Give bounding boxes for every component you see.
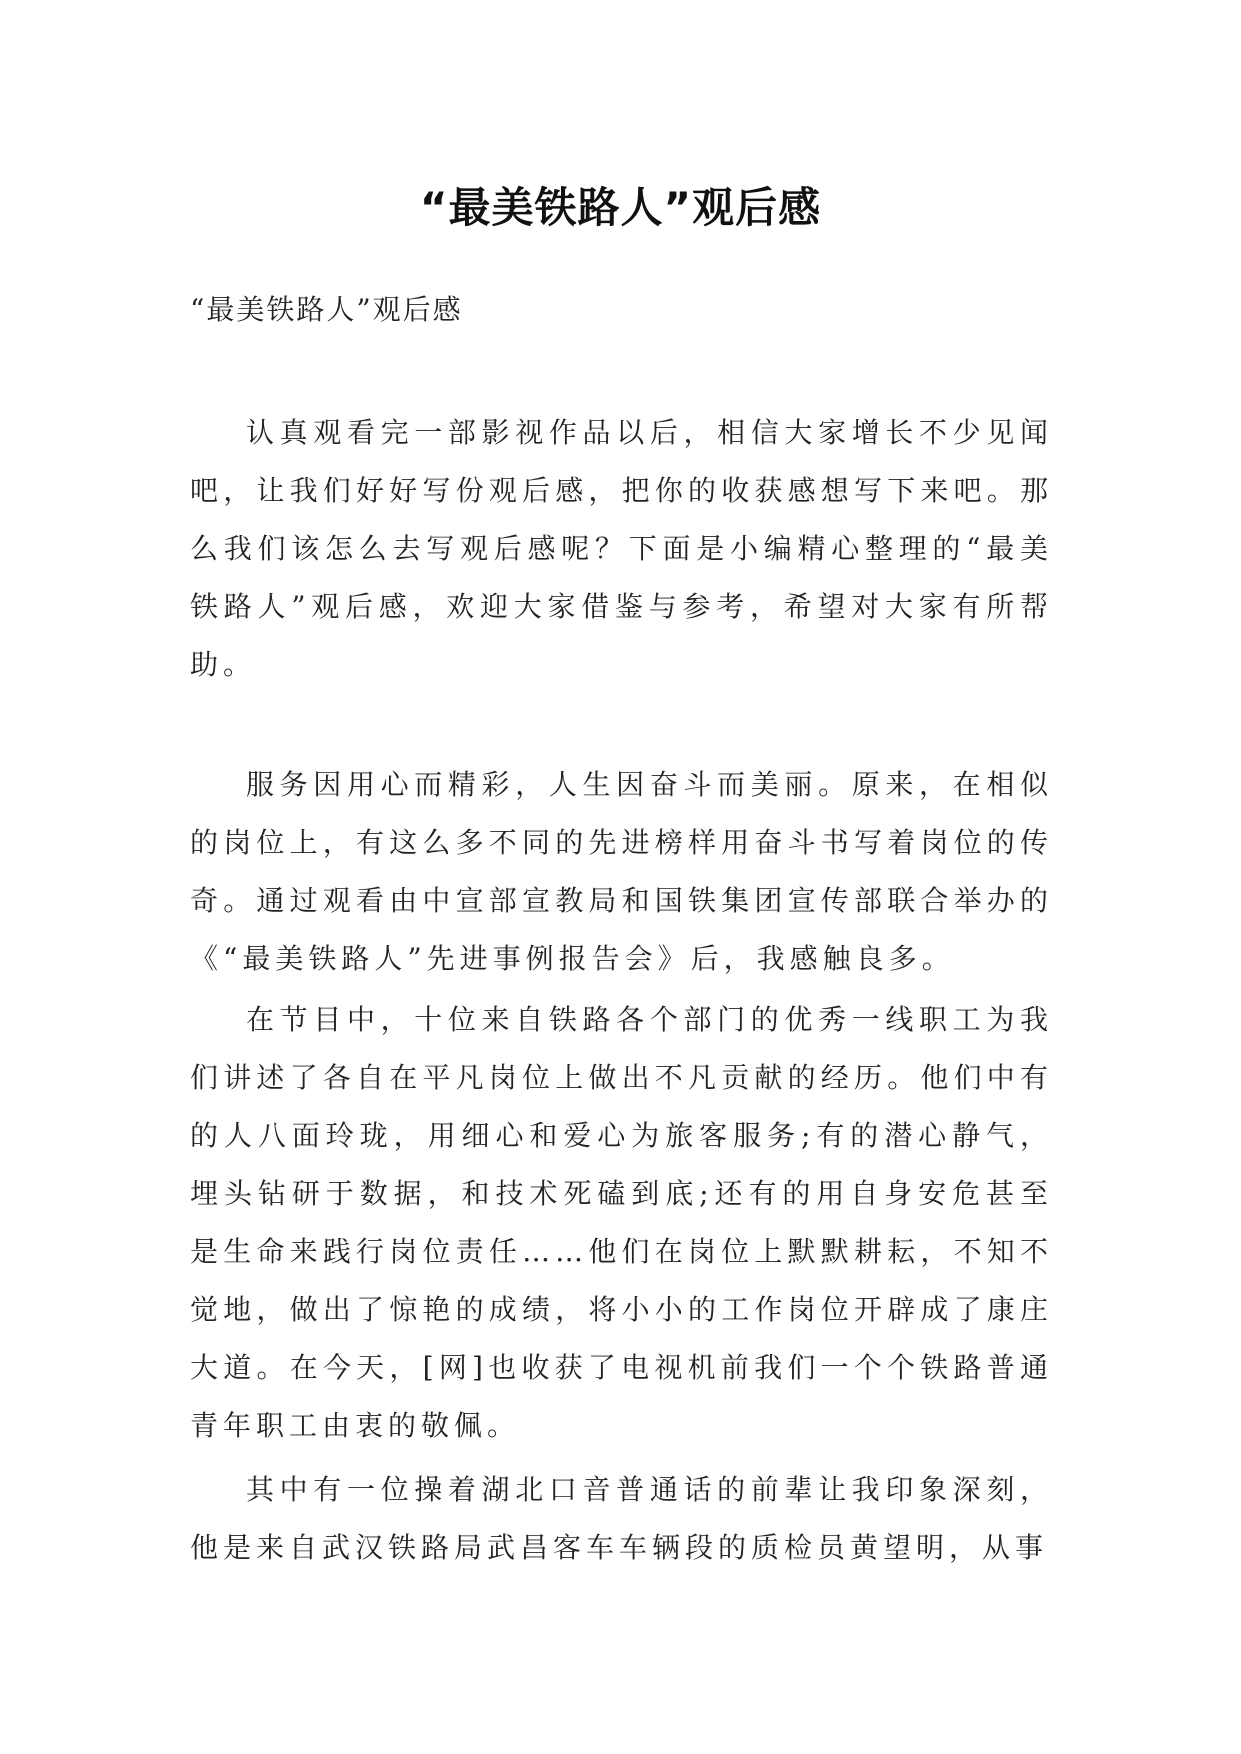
- paragraph-text: 其中有一位操着湖北口音普通话的前辈让我印象深刻，他是来自武汉铁路局武昌客车车辆段的质检员黄望明，从事: [190, 1473, 1053, 1564]
- document-subtitle: “最美铁路人”观后感: [190, 293, 463, 326]
- paragraph-service: [190, 756, 1053, 988]
- paragraph-text: 在节目中，十位来自铁路各个部门的优秀一线职工为我们讲述了各自在平凡岗位上做出不凡贡献的经历。他们中有的人八面玲珑，用细心和爱心为旅客服务;有的潜心静气，埋头钻研于数据，和技术死磕到底;还有的用自身安危甚至是生命来践行岗位责任……他们在岗位上默默耕耘，不知不觉地，做出了惊艳的成绩，将小小的工作岗位开辟成了康庄大道。在今天，[网]也收获了电视机前我们一个个铁路普通青年职工由衷的敬佩。: [190, 1003, 1053, 1442]
- paragraph-huang: [190, 1461, 1053, 1577]
- paragraph-program: [190, 991, 1053, 1455]
- paragraph-intro: [190, 404, 1053, 694]
- paragraph-text: 认真观看完一部影视作品以后，相信大家增长不少见闻吧，让我们好好写份观后感，把你的收获感想写下来吧。那么我们该怎么去写观后感呢？下面是小编精心整理的“最美铁路人”观后感，欢迎大家借鉴与参考，希望对大家有所帮助。: [190, 416, 1053, 681]
- paragraph-text: 服务因用心而精彩，人生因奋斗而美丽。原来，在相似的岗位上，有这么多不同的先进榜样用奋斗书写着岗位的传奇。通过观看由中宣部宣教局和国铁集团宣传部联合举办的《“最美铁路人”先进事例报告会》后，我感触良多。: [190, 768, 1053, 975]
- document-title: “最美铁路人”观后感: [419, 183, 822, 233]
